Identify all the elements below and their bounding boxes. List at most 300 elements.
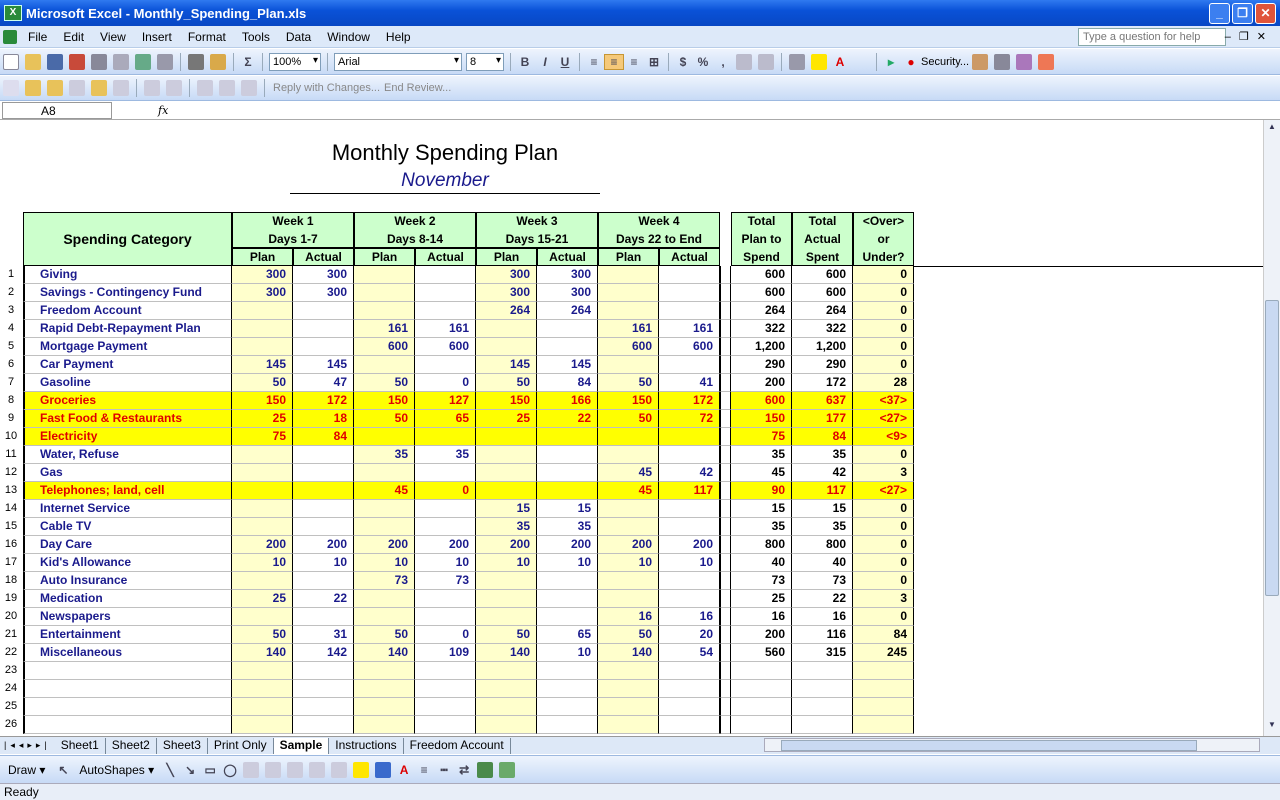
value-cell[interactable]: 16 [659, 608, 720, 626]
sheet-tab-sheet3[interactable]: Sheet3 [157, 738, 208, 754]
category-cell[interactable] [23, 680, 232, 698]
value-cell[interactable]: 600 [415, 338, 476, 356]
run-macro-icon[interactable]: ▸ [887, 54, 895, 69]
value-cell[interactable] [354, 284, 415, 302]
total-cell[interactable]: 600 [731, 392, 792, 410]
value-cell[interactable] [659, 500, 720, 518]
value-cell[interactable]: 45 [598, 482, 659, 500]
value-cell[interactable] [232, 482, 293, 500]
value-cell[interactable] [415, 698, 476, 716]
value-cell[interactable] [293, 662, 354, 680]
value-cell[interactable] [293, 338, 354, 356]
total-cell[interactable]: 16 [792, 608, 853, 626]
total-cell[interactable]: 0 [853, 356, 914, 374]
sheet-tab-print-only[interactable]: Print Only [208, 738, 274, 754]
total-cell[interactable]: 245 [853, 644, 914, 662]
value-cell[interactable] [598, 716, 659, 734]
arrow-icon[interactable]: ↘ [185, 762, 196, 777]
next-comment-icon[interactable] [47, 80, 63, 96]
total-cell[interactable]: 0 [853, 608, 914, 626]
value-cell[interactable] [537, 428, 598, 446]
value-cell[interactable] [354, 464, 415, 482]
excel-app-icon[interactable]: X [4, 5, 22, 21]
zoom-select[interactable]: 100% ▾ [269, 53, 321, 71]
value-cell[interactable] [232, 320, 293, 338]
value-cell[interactable]: 25 [232, 410, 293, 428]
value-cell[interactable] [415, 356, 476, 374]
value-cell[interactable]: 10 [537, 644, 598, 662]
total-cell[interactable]: 42 [792, 464, 853, 482]
open-icon[interactable] [25, 54, 41, 70]
value-cell[interactable] [293, 518, 354, 536]
value-cell[interactable]: 172 [659, 392, 720, 410]
value-cell[interactable] [598, 662, 659, 680]
value-cell[interactable] [293, 500, 354, 518]
total-cell[interactable]: 800 [792, 536, 853, 554]
font-size-select[interactable]: 8 ▾ [466, 53, 504, 71]
value-cell[interactable]: 10 [659, 554, 720, 572]
value-cell[interactable] [232, 572, 293, 590]
total-cell[interactable] [731, 716, 792, 734]
total-cell[interactable]: 3 [853, 590, 914, 608]
value-cell[interactable] [659, 284, 720, 302]
value-cell[interactable] [537, 464, 598, 482]
picture-icon[interactable] [331, 762, 347, 778]
total-cell[interactable]: 177 [792, 410, 853, 428]
value-cell[interactable]: 200 [293, 536, 354, 554]
align-right-icon[interactable]: ≡ [630, 54, 638, 69]
total-cell[interactable]: 0 [853, 302, 914, 320]
total-cell[interactable] [731, 698, 792, 716]
value-cell[interactable]: 300 [476, 266, 537, 284]
print-icon[interactable] [91, 54, 107, 70]
value-cell[interactable]: 300 [293, 266, 354, 284]
value-cell[interactable]: 50 [232, 626, 293, 644]
total-cell[interactable]: 600 [731, 284, 792, 302]
value-cell[interactable]: 50 [598, 374, 659, 392]
value-cell[interactable] [232, 716, 293, 734]
total-cell[interactable]: 40 [792, 554, 853, 572]
value-cell[interactable]: 35 [476, 518, 537, 536]
value-cell[interactable] [537, 716, 598, 734]
value-cell[interactable] [293, 716, 354, 734]
value-cell[interactable] [537, 320, 598, 338]
value-cell[interactable]: 264 [537, 302, 598, 320]
dash-style-icon[interactable]: ┅ [440, 762, 448, 777]
value-cell[interactable]: 200 [659, 536, 720, 554]
total-cell[interactable]: 116 [792, 626, 853, 644]
select-objects-icon[interactable]: ↖ [58, 762, 69, 777]
total-cell[interactable] [853, 698, 914, 716]
menu-file[interactable]: File [28, 29, 48, 44]
value-cell[interactable] [598, 446, 659, 464]
value-cell[interactable]: 50 [354, 374, 415, 392]
value-cell[interactable]: 150 [354, 392, 415, 410]
total-cell[interactable]: 0 [853, 500, 914, 518]
value-cell[interactable]: 73 [415, 572, 476, 590]
category-cell[interactable]: Internet Service [23, 500, 232, 518]
value-cell[interactable] [598, 284, 659, 302]
update-file-icon[interactable] [219, 80, 235, 96]
value-cell[interactable]: 10 [293, 554, 354, 572]
worksheet-grid[interactable] [0, 120, 1263, 736]
total-cell[interactable]: 84 [853, 626, 914, 644]
save-icon[interactable] [47, 54, 63, 70]
category-cell[interactable]: Fast Food & Restaurants [23, 410, 232, 428]
value-cell[interactable] [293, 302, 354, 320]
value-cell[interactable] [415, 680, 476, 698]
value-cell[interactable]: 10 [415, 554, 476, 572]
value-cell[interactable] [659, 680, 720, 698]
sheet-tab-sample[interactable]: Sample [274, 738, 330, 754]
value-cell[interactable]: 10 [232, 554, 293, 572]
diagram-icon[interactable] [287, 762, 303, 778]
clip-art-icon[interactable] [309, 762, 325, 778]
value-cell[interactable]: 300 [537, 266, 598, 284]
reply-with-changes-button[interactable]: Reply with Changes... [273, 82, 380, 94]
design-mode-icon[interactable] [994, 54, 1010, 70]
send-icon[interactable] [241, 80, 257, 96]
value-cell[interactable]: 200 [598, 536, 659, 554]
total-cell[interactable]: 1,200 [731, 338, 792, 356]
total-cell[interactable]: <27> [853, 410, 914, 428]
value-cell[interactable] [537, 338, 598, 356]
fill-color-icon[interactable] [811, 54, 827, 70]
decrease-decimal-icon[interactable] [758, 54, 774, 70]
total-cell[interactable]: 0 [853, 266, 914, 284]
category-cell[interactable]: Auto Insurance [23, 572, 232, 590]
value-cell[interactable]: 600 [659, 338, 720, 356]
workbook-window-controls[interactable]: –❐✕ [1224, 31, 1274, 43]
value-cell[interactable]: 45 [354, 482, 415, 500]
previous-comment-icon[interactable] [25, 80, 41, 96]
value-cell[interactable] [537, 698, 598, 716]
value-cell[interactable] [415, 302, 476, 320]
cut-icon[interactable] [188, 54, 204, 70]
value-cell[interactable] [659, 572, 720, 590]
sheet-tab-sheet1[interactable]: Sheet1 [55, 738, 106, 754]
shadow-icon[interactable] [477, 762, 493, 778]
total-cell[interactable]: 600 [792, 284, 853, 302]
value-cell[interactable] [476, 662, 537, 680]
value-cell[interactable]: 10 [537, 554, 598, 572]
minimize-button[interactable]: _ [1209, 3, 1230, 24]
value-cell[interactable] [232, 680, 293, 698]
value-cell[interactable]: 10 [598, 554, 659, 572]
menu-tools[interactable]: Tools [241, 29, 270, 44]
value-cell[interactable] [354, 608, 415, 626]
total-cell[interactable]: <37> [853, 392, 914, 410]
total-cell[interactable]: 172 [792, 374, 853, 392]
value-cell[interactable]: 73 [354, 572, 415, 590]
value-cell[interactable]: 0 [415, 626, 476, 644]
menu-view[interactable]: View [100, 29, 126, 44]
value-cell[interactable] [659, 662, 720, 680]
value-cell[interactable]: 150 [476, 392, 537, 410]
total-cell[interactable]: 3 [853, 464, 914, 482]
value-cell[interactable]: 65 [415, 410, 476, 428]
underline-button[interactable]: U [560, 54, 570, 69]
security-button[interactable]: Security... [921, 55, 970, 68]
value-cell[interactable]: 35 [537, 518, 598, 536]
permission-icon[interactable] [69, 54, 85, 70]
value-cell[interactable] [476, 338, 537, 356]
total-cell[interactable]: 0 [853, 284, 914, 302]
value-cell[interactable] [354, 590, 415, 608]
sheet-tab-freedom-account[interactable]: Freedom Account [404, 738, 511, 754]
category-cell[interactable]: Cable TV [23, 518, 232, 536]
value-cell[interactable] [537, 482, 598, 500]
value-cell[interactable]: 47 [293, 374, 354, 392]
value-cell[interactable] [354, 266, 415, 284]
total-cell[interactable] [853, 662, 914, 680]
line-color-icon[interactable] [375, 762, 391, 778]
total-cell[interactable]: 84 [792, 428, 853, 446]
value-cell[interactable] [232, 500, 293, 518]
category-cell[interactable]: Day Care [23, 536, 232, 554]
comma-button[interactable]: , [721, 54, 725, 69]
total-cell[interactable] [792, 662, 853, 680]
value-cell[interactable]: 300 [232, 266, 293, 284]
value-cell[interactable]: 50 [476, 626, 537, 644]
bold-button[interactable]: B [520, 54, 530, 69]
total-cell[interactable]: 637 [792, 392, 853, 410]
value-cell[interactable] [476, 320, 537, 338]
value-cell[interactable] [659, 266, 720, 284]
value-cell[interactable] [232, 338, 293, 356]
category-cell[interactable]: Car Payment [23, 356, 232, 374]
category-cell[interactable]: Mortgage Payment [23, 338, 232, 356]
category-cell[interactable]: Rapid Debt-Repayment Plan [23, 320, 232, 338]
value-cell[interactable]: 15 [476, 500, 537, 518]
new-comment-icon[interactable] [3, 80, 19, 96]
value-cell[interactable]: 300 [537, 284, 598, 302]
percent-button[interactable]: % [697, 54, 709, 69]
value-cell[interactable] [415, 716, 476, 734]
total-cell[interactable]: 1,200 [792, 338, 853, 356]
total-cell[interactable]: 0 [853, 446, 914, 464]
category-cell[interactable]: Gas [23, 464, 232, 482]
value-cell[interactable] [598, 302, 659, 320]
value-cell[interactable]: 145 [232, 356, 293, 374]
total-cell[interactable]: 90 [731, 482, 792, 500]
increase-decimal-icon[interactable] [736, 54, 752, 70]
value-cell[interactable] [476, 716, 537, 734]
total-cell[interactable]: 25 [731, 590, 792, 608]
category-cell[interactable]: Telephones; land, cell [23, 482, 232, 500]
value-cell[interactable]: 25 [232, 590, 293, 608]
category-cell[interactable]: Miscellaneous [23, 644, 232, 662]
value-cell[interactable] [354, 662, 415, 680]
fill-color-icon-draw[interactable] [353, 762, 369, 778]
value-cell[interactable] [598, 590, 659, 608]
total-cell[interactable]: 264 [792, 302, 853, 320]
value-cell[interactable]: 140 [598, 644, 659, 662]
value-cell[interactable] [659, 302, 720, 320]
value-cell[interactable]: 54 [659, 644, 720, 662]
value-cell[interactable]: 161 [415, 320, 476, 338]
value-cell[interactable] [232, 662, 293, 680]
value-cell[interactable]: 300 [476, 284, 537, 302]
track-changes-icon[interactable] [144, 80, 160, 96]
total-cell[interactable]: 315 [792, 644, 853, 662]
total-cell[interactable]: 35 [792, 518, 853, 536]
value-cell[interactable]: 145 [293, 356, 354, 374]
category-cell[interactable] [23, 716, 232, 734]
menu-edit[interactable]: Edit [63, 29, 85, 44]
function-icon[interactable]: fx [158, 103, 169, 117]
value-cell[interactable]: 300 [232, 284, 293, 302]
merge-center-icon[interactable]: ⊞ [648, 54, 660, 69]
value-cell[interactable]: 42 [659, 464, 720, 482]
font-color-icon[interactable]: A [835, 54, 845, 69]
value-cell[interactable] [537, 572, 598, 590]
value-cell[interactable] [537, 446, 598, 464]
value-cell[interactable]: 117 [659, 482, 720, 500]
value-cell[interactable]: 35 [415, 446, 476, 464]
value-cell[interactable] [293, 464, 354, 482]
show-all-comments-icon[interactable] [91, 80, 107, 96]
total-cell[interactable]: <9> [853, 428, 914, 446]
value-cell[interactable] [598, 266, 659, 284]
value-cell[interactable]: 50 [232, 374, 293, 392]
total-cell[interactable]: 35 [731, 518, 792, 536]
value-cell[interactable] [232, 608, 293, 626]
autoshapes-menu[interactable]: AutoShapes ▾ [79, 762, 155, 777]
value-cell[interactable]: 50 [354, 626, 415, 644]
menu-format[interactable]: Format [187, 29, 226, 44]
value-cell[interactable] [537, 590, 598, 608]
value-cell[interactable]: 18 [293, 410, 354, 428]
value-cell[interactable] [415, 464, 476, 482]
value-cell[interactable]: 161 [598, 320, 659, 338]
value-cell[interactable]: 50 [354, 410, 415, 428]
menu-window[interactable]: Window [327, 29, 370, 44]
value-cell[interactable] [293, 572, 354, 590]
value-cell[interactable] [293, 446, 354, 464]
value-cell[interactable]: 50 [598, 626, 659, 644]
category-cell[interactable]: Giving [23, 266, 232, 284]
value-cell[interactable]: 142 [293, 644, 354, 662]
value-cell[interactable] [659, 446, 720, 464]
toolbox-icon[interactable] [972, 54, 988, 70]
total-cell[interactable]: 0 [853, 518, 914, 536]
sheet-tab-instructions[interactable]: Instructions [329, 738, 403, 754]
visual-basic-icon[interactable] [1016, 54, 1032, 70]
value-cell[interactable] [476, 482, 537, 500]
research-icon[interactable] [157, 54, 173, 70]
draw-menu[interactable]: Draw ▾ [8, 762, 46, 777]
value-cell[interactable] [598, 500, 659, 518]
value-cell[interactable]: 72 [659, 410, 720, 428]
sheet-tab-sheet2[interactable]: Sheet2 [106, 738, 157, 754]
value-cell[interactable]: 25 [476, 410, 537, 428]
close-button[interactable]: ✕ [1255, 3, 1276, 24]
value-cell[interactable] [415, 266, 476, 284]
value-cell[interactable] [476, 464, 537, 482]
value-cell[interactable]: 84 [293, 428, 354, 446]
menu-insert[interactable]: Insert [141, 29, 172, 44]
total-cell[interactable]: 45 [731, 464, 792, 482]
value-cell[interactable] [232, 698, 293, 716]
value-cell[interactable] [476, 680, 537, 698]
value-cell[interactable]: 200 [232, 536, 293, 554]
value-cell[interactable] [354, 356, 415, 374]
value-cell[interactable] [232, 464, 293, 482]
category-cell[interactable]: Groceries [23, 392, 232, 410]
value-cell[interactable] [659, 716, 720, 734]
total-cell[interactable] [792, 698, 853, 716]
value-cell[interactable]: 0 [415, 374, 476, 392]
total-cell[interactable]: 15 [731, 500, 792, 518]
paste-icon[interactable] [210, 54, 226, 70]
value-cell[interactable]: 65 [537, 626, 598, 644]
total-cell[interactable]: 290 [792, 356, 853, 374]
total-cell[interactable] [731, 680, 792, 698]
value-cell[interactable] [354, 518, 415, 536]
total-cell[interactable] [792, 716, 853, 734]
vertical-scroll-thumb[interactable] [1265, 300, 1279, 596]
value-cell[interactable] [598, 680, 659, 698]
horizontal-scrollbar[interactable] [764, 738, 1260, 752]
value-cell[interactable] [415, 608, 476, 626]
value-cell[interactable]: 20 [659, 626, 720, 644]
vertical-scrollbar[interactable] [1263, 120, 1280, 736]
value-cell[interactable] [415, 518, 476, 536]
currency-button[interactable]: $ [679, 54, 687, 69]
help-search-input[interactable]: Type a question for help [1078, 28, 1226, 46]
total-cell[interactable]: 800 [731, 536, 792, 554]
value-cell[interactable] [293, 698, 354, 716]
value-cell[interactable] [476, 590, 537, 608]
line-icon[interactable]: ╲ [166, 762, 174, 777]
total-cell[interactable]: 73 [792, 572, 853, 590]
total-cell[interactable]: 0 [853, 572, 914, 590]
value-cell[interactable] [293, 482, 354, 500]
align-center-icon[interactable]: ≡ [604, 54, 624, 70]
value-cell[interactable]: 127 [415, 392, 476, 410]
value-cell[interactable]: 10 [354, 554, 415, 572]
script-editor-icon[interactable] [1038, 54, 1054, 70]
category-cell[interactable] [23, 698, 232, 716]
text-box-icon[interactable] [243, 762, 259, 778]
value-cell[interactable]: 172 [293, 392, 354, 410]
total-cell[interactable] [731, 662, 792, 680]
value-cell[interactable] [476, 428, 537, 446]
category-cell[interactable]: Water, Refuse [23, 446, 232, 464]
total-cell[interactable]: 15 [792, 500, 853, 518]
ink-icon[interactable] [197, 80, 213, 96]
protect-icon[interactable] [166, 80, 182, 96]
total-cell[interactable] [853, 680, 914, 698]
value-cell[interactable]: 166 [537, 392, 598, 410]
total-cell[interactable]: 322 [731, 320, 792, 338]
value-cell[interactable]: 0 [415, 482, 476, 500]
delete-comment-icon[interactable] [113, 80, 129, 96]
value-cell[interactable]: 10 [476, 554, 537, 572]
value-cell[interactable] [415, 662, 476, 680]
total-cell[interactable]: <27> [853, 482, 914, 500]
category-cell[interactable]: Entertainment [23, 626, 232, 644]
value-cell[interactable] [659, 590, 720, 608]
total-cell[interactable]: 264 [731, 302, 792, 320]
value-cell[interactable]: 75 [232, 428, 293, 446]
value-cell[interactable] [659, 698, 720, 716]
value-cell[interactable]: 22 [293, 590, 354, 608]
value-cell[interactable]: 145 [476, 356, 537, 374]
category-cell[interactable]: Electricity [23, 428, 232, 446]
value-cell[interactable] [232, 302, 293, 320]
